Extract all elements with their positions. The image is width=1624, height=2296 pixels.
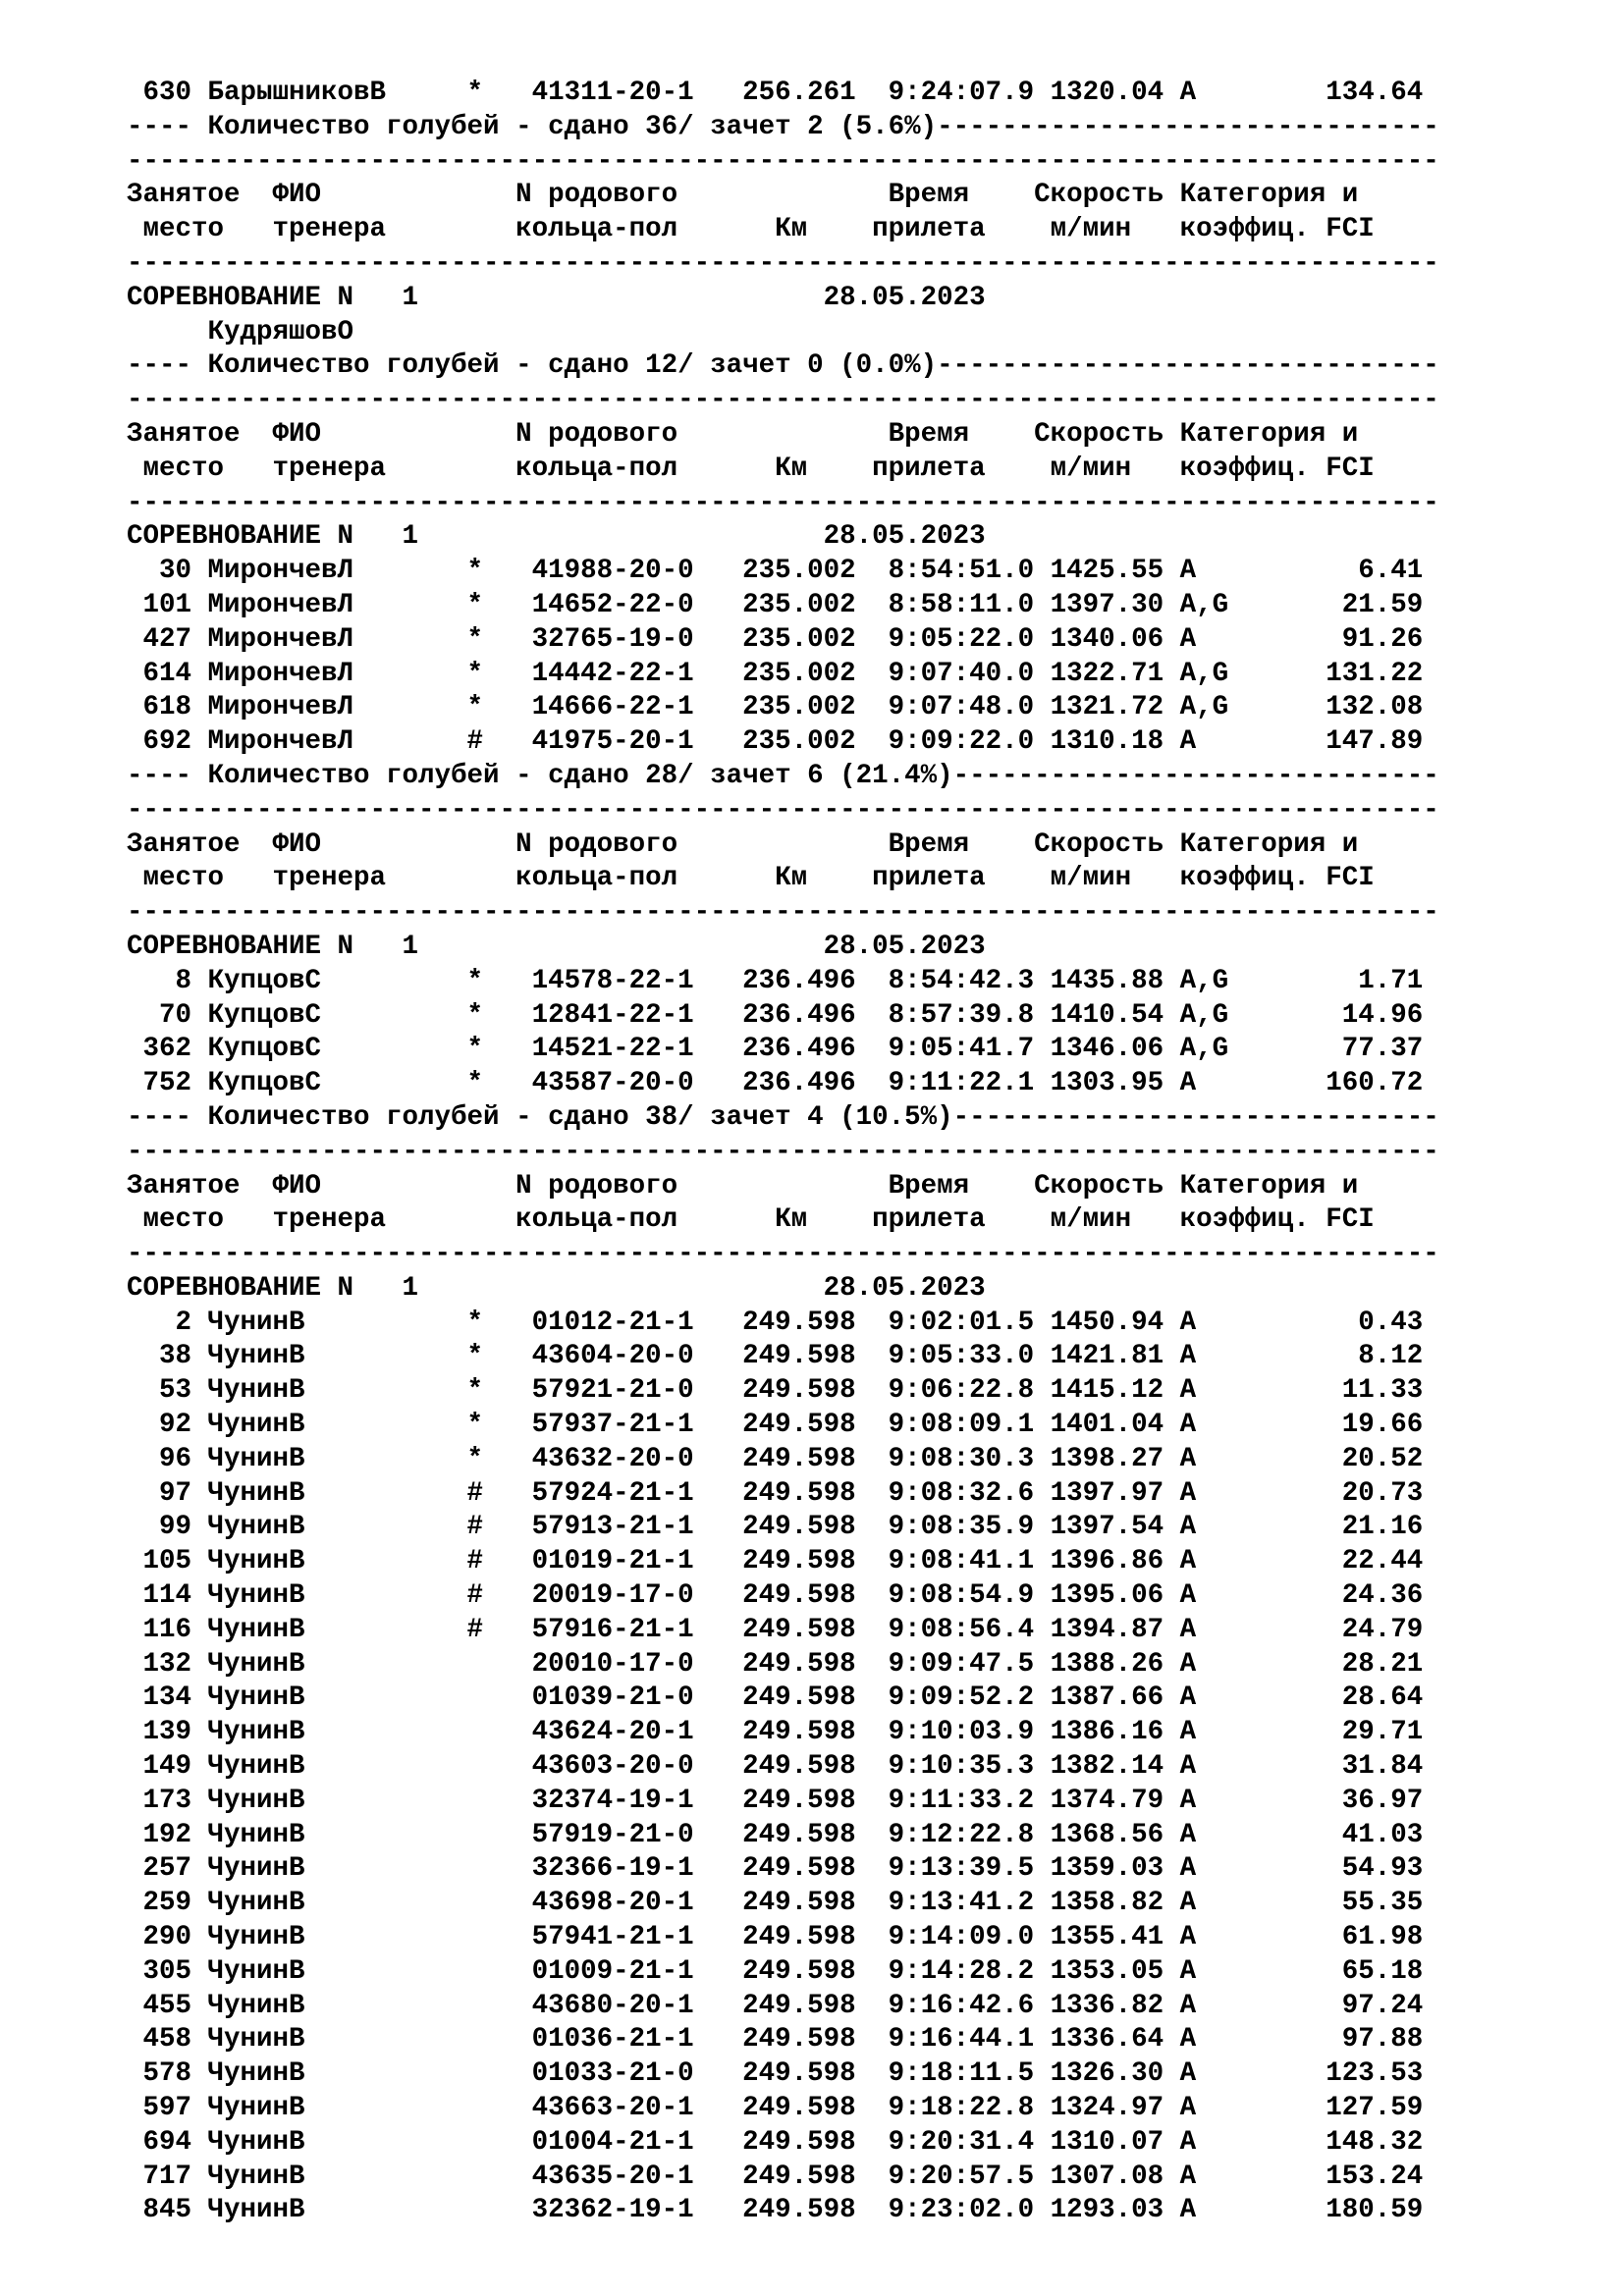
column-header-row-1: Занятое ФИО N родового Время Скорость Категория и [127, 418, 1359, 450]
separator-line: --------------------------------------------------------------------------------- [127, 145, 1439, 177]
result-row: 717 ЧунинВ 43635-20-1 249.598 9:20:57.5 1307.08 A 153.24 [127, 2161, 1424, 2192]
column-header-row-1: Занятое ФИО N родового Время Скорость Категория и [127, 828, 1359, 860]
result-row: 2 ЧунинВ * 01012-21-1 249.598 9:02:01.5 1450.94 A 0.43 [127, 1307, 1424, 1338]
summary-line: ---- Количество голубей - сдано 38/ зачет 4 (10.5%)------------------------------ [127, 1101, 1439, 1133]
competition-header: СОРЕВНОВАНИЕ N 1 28.05.2023 [127, 282, 986, 313]
summary-line: ---- Количество голубей - сдано 36/ зачет 2 (5.6%)------------------------------- [127, 111, 1439, 142]
separator-line: --------------------------------------------------------------------------------- [127, 1136, 1439, 1167]
result-row: 99 ЧунинВ # 57913-21-1 249.598 9:08:35.9 1397.54 A 21.16 [127, 1512, 1424, 1543]
separator-line: --------------------------------------------------------------------------------- [127, 1239, 1439, 1270]
result-row: 362 КупцовС * 14521-22-1 236.496 9:05:41.7 1346.06 A,G 77.37 [127, 1034, 1424, 1065]
result-row: 114 ЧунинВ # 20019-17-0 249.598 9:08:54.9 1395.06 A 24.36 [127, 1580, 1424, 1612]
result-row: 96 ЧунинВ * 43632-20-0 249.598 9:08:30.3 1398.27 A 20.52 [127, 1443, 1424, 1474]
result-row: 455 ЧунинВ 43680-20-1 249.598 9:16:42.6 1336.82 A 97.24 [127, 1990, 1424, 2021]
result-row: 192 ЧунинВ 57919-21-0 249.598 9:12:22.8 1368.56 A 41.03 [127, 1819, 1424, 1850]
column-header-row-2: место тренера кольца-пол Км прилета м/мин коэффиц. FCI [127, 1204, 1375, 1236]
result-row: 53 ЧунинВ * 57921-21-0 249.598 9:06:22.8 1415.12 A 11.33 [127, 1375, 1424, 1407]
result-row: 70 КупцовС * 12841-22-1 236.496 8:57:39.8 1410.54 A,G 14.96 [127, 999, 1424, 1031]
result-row: 630 БарышниковВ * 41311-20-1 256.261 9:24:07.9 1320.04 A 134.64 [127, 78, 1424, 108]
result-row: 38 ЧунинВ * 43604-20-0 249.598 9:05:33.0 1421.81 A 8.12 [127, 1341, 1424, 1372]
result-row: 8 КупцовС * 14578-22-1 236.496 8:54:42.3 1435.88 A,G 1.71 [127, 965, 1424, 996]
result-row: 116 ЧунинВ # 57916-21-1 249.598 9:08:56.4 1394.87 A 24.79 [127, 1614, 1424, 1645]
column-header-row-2: место тренера кольца-пол Км прилета м/мин коэффиц. FCI [127, 214, 1375, 245]
result-row: 105 ЧунинВ # 01019-21-1 249.598 9:08:41.1 1396.86 A 22.44 [127, 1546, 1424, 1577]
result-row: 427 МирончевЛ * 32765-19-0 235.002 9:05:22.0 1340.06 A 91.26 [127, 623, 1424, 655]
result-row: 173 ЧунинВ 32374-19-1 249.598 9:11:33.2 1374.79 A 36.97 [127, 1785, 1424, 1816]
result-row: 97 ЧунинВ # 57924-21-1 249.598 9:08:32.6 1397.97 A 20.73 [127, 1477, 1424, 1509]
result-row: 92 ЧунинВ * 57937-21-1 249.598 9:08:09.1 1401.04 A 19.66 [127, 1410, 1424, 1441]
result-row: 101 МирончевЛ * 14652-22-0 235.002 8:58:11.0 1397.30 A,G 21.59 [127, 589, 1424, 620]
result-row: 132 ЧунинВ 20010-17-0 249.598 9:09:47.5 1388.26 A 28.21 [127, 1648, 1424, 1680]
summary-line: ---- Количество голубей - сдано 12/ зачет 0 (0.0%)------------------------------- [127, 350, 1439, 382]
result-row: 149 ЧунинВ 43603-20-0 249.598 9:10:35.3 1382.14 A 31.84 [127, 1751, 1424, 1783]
separator-line: --------------------------------------------------------------------------------- [127, 487, 1439, 518]
result-row: 692 МирончевЛ # 41975-20-1 235.002 9:09:22.0 1310.18 A 147.89 [127, 726, 1424, 758]
result-row: 597 ЧунинВ 43663-20-1 249.598 9:18:22.8 1324.97 A 127.59 [127, 2093, 1424, 2124]
separator-line: --------------------------------------------------------------------------------- [127, 897, 1439, 929]
result-row: 694 ЧунинВ 01004-21-1 249.598 9:20:31.4 1310.07 A 148.32 [127, 2126, 1424, 2158]
result-row: 618 МирончевЛ * 14666-22-1 235.002 9:07:48.0 1321.72 A,G 132.08 [127, 692, 1424, 723]
result-row: 30 МирончевЛ * 41988-20-0 235.002 8:54:51.0 1425.55 A 6.41 [127, 556, 1424, 587]
result-row: 139 ЧунинВ 43624-20-1 249.598 9:10:03.9 1386.16 A 29.71 [127, 1717, 1424, 1748]
separator-line: --------------------------------------------------------------------------------- [127, 247, 1439, 279]
participant-name-line: КудряшовО [127, 316, 354, 347]
competition-header: СОРЕВНОВАНИЕ N 1 28.05.2023 [127, 1272, 986, 1304]
result-row: 305 ЧунинВ 01009-21-1 249.598 9:14:28.2 1353.05 A 65.18 [127, 1955, 1424, 1987]
summary-line: ---- Количество голубей - сдано 28/ зачет 6 (21.4%)------------------------------ [127, 760, 1439, 791]
result-row: 257 ЧунинВ 32366-19-1 249.598 9:13:39.5 1359.03 A 54.93 [127, 1853, 1424, 1885]
competition-header: СОРЕВНОВАНИЕ N 1 28.05.2023 [127, 521, 986, 553]
separator-line: --------------------------------------------------------------------------------- [127, 794, 1439, 826]
result-row: 752 КупцовС * 43587-20-0 236.496 9:11:22.1 1303.95 A 160.72 [127, 1068, 1424, 1099]
competition-header: СОРЕВНОВАНИЕ N 1 28.05.2023 [127, 931, 986, 962]
column-header-row-2: место тренера кольца-пол Км прилета м/мин коэффиц. FCI [127, 453, 1375, 484]
column-header-row-2: место тренера кольца-пол Км прилета м/мин коэффиц. FCI [127, 863, 1375, 894]
result-row: 578 ЧунинВ 01033-21-0 249.598 9:18:11.5 1326.30 A 123.53 [127, 2058, 1424, 2090]
result-row: 845 ЧунинВ 32362-19-1 249.598 9:23:02.0 1293.03 A 180.59 [127, 2195, 1424, 2226]
result-row: 614 МирончевЛ * 14442-22-1 235.002 9:07:40.0 1322.71 A,G 131.22 [127, 658, 1424, 689]
result-row: 458 ЧунинВ 01036-21-1 249.598 9:16:44.1 1336.64 A 97.88 [127, 2024, 1424, 2056]
separator-line: --------------------------------------------------------------------------------- [127, 385, 1439, 416]
column-header-row-1: Занятое ФИО N родового Время Скорость Категория и [127, 1170, 1359, 1201]
result-row: 259 ЧунинВ 43698-20-1 249.598 9:13:41.2 1358.82 A 55.35 [127, 1888, 1424, 1919]
column-header-row-1: Занятое ФИО N родового Время Скорость Категория и [127, 180, 1359, 211]
result-row: 134 ЧунинВ 01039-21-0 249.598 9:09:52.2 1387.66 A 28.64 [127, 1682, 1424, 1714]
result-row: 290 ЧунинВ 57941-21-1 249.598 9:14:09.0 1355.41 A 61.98 [127, 1922, 1424, 1953]
